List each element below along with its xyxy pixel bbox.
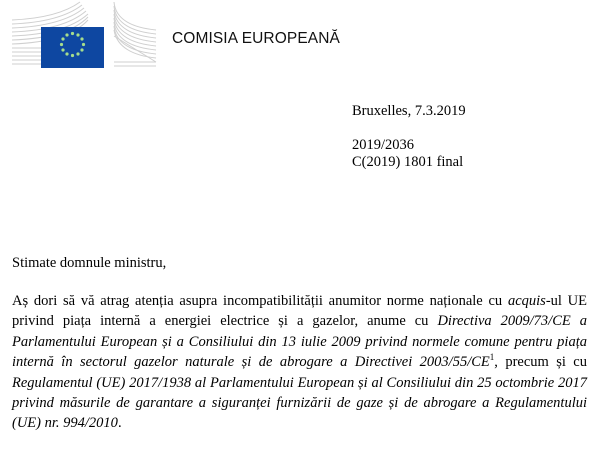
paragraph-text: . xyxy=(117,415,122,432)
salutation: Stimate domnule ministru, xyxy=(12,255,167,271)
letter-paragraph xyxy=(12,291,587,434)
document-code: C(2019) 1801 final xyxy=(352,154,464,170)
organization-name: COMISIA EUROPEANĂ xyxy=(172,30,340,47)
footnote-reference[interactable]: 1 xyxy=(489,352,495,363)
place-date: Bruxelles, 7.3.2019 xyxy=(352,103,466,119)
paragraph-text: -ul UE privind piața internă a energiei electrice și a gazelor, anume cu xyxy=(12,293,588,330)
reference-number: 2019/2036 xyxy=(352,137,415,153)
regulation-reference: Regulamentul (UE) 2017/1938 al Parlamentului European și al Consiliului din 25 octombrie 2017 privind măsurile de garantare a siguranței furnizării de gaze și de abrogare a Regulamentului (UE) nr. 994/2010 xyxy=(12,374,587,432)
document-meta xyxy=(352,103,466,171)
directive-reference: Directiva 2009/73/CE a Parlamentului European și a Consiliului din 13 iulie 2009 privind normele comune pentru piața internă în sectorul gazelor naturale și de abrogare a Directivei 2003/55/CE xyxy=(12,313,587,371)
european-commission-logo-icon xyxy=(8,0,158,72)
paragraph-text: Aș dori să vă atrag atenția asupra incompatibilității anumitor norme naționale cu xyxy=(12,293,508,309)
paragraph-text: , precum și cu xyxy=(494,354,587,371)
acquis-term: acquis xyxy=(507,293,546,309)
